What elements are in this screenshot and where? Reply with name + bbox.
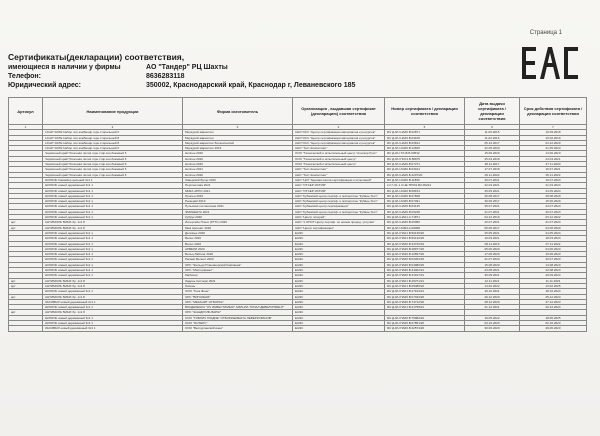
issue-date-cell: 19.10.2021: [465, 289, 520, 294]
product-name-cell: Червячный край Почечная лилия горн.стир.кон.бежевый 6: [43, 167, 183, 172]
issue-date-cell: 23.08.2021: [465, 268, 520, 273]
manufacturer-cell: Меркурий-маркетинг: [183, 130, 293, 135]
product-name-cell: ЗАСОВЫХ новый деревянный 3х1 1: [43, 299, 183, 304]
validity-date-cell: 03.12.2022: [520, 215, 587, 220]
issue-date-cell: 21.12.2021: [465, 305, 520, 310]
product-name-cell: АНТИМОЛЬ 5МЫХ бр. 1х1 8: [43, 310, 183, 315]
manufacturer-cell: Вольц Лайтинг 2020: [183, 252, 293, 257]
article-cell: арт: [9, 283, 43, 288]
issue-date-cell: 17.07.2018: [465, 167, 520, 172]
manufacturer-cell: Ладонь Системс 2021: [183, 278, 293, 283]
issue-date-cell: 08.11.2019: [465, 241, 520, 246]
certificate-number-cell: RU Д-RU.НА66.В.03168: [385, 135, 465, 140]
issuing-organization-cell: ЕАЭС: [293, 305, 385, 310]
issue-date-cell: 22.05.2020: [465, 146, 520, 151]
issue-date-cell: 19.05.2022: [465, 315, 520, 320]
product-name-cell: LIGHT DATE Набор пол.комбинир.горн.стиральный 8: [43, 140, 183, 145]
validity-date-cell: 24.05.2024: [520, 188, 587, 193]
certificate-number-cell: RU Д-RU.НА01.А.71871: [385, 215, 465, 220]
article-cell: [9, 326, 43, 331]
issuing-organization-cell: ЕАЭС: [293, 315, 385, 320]
issuing-organization-cell: ЕАЭС: [293, 273, 385, 278]
issue-date-cell: 21.07.2020: [465, 257, 520, 262]
manufacturer-cell: Ниппон 2021: [183, 167, 293, 172]
validity-date-cell: 27.11.2020: [520, 162, 587, 167]
issue-date-cell: 11.02.2016: [465, 135, 520, 140]
manufacturer-cell: ОРС "ЖАНДРОЛЬ ВАРЖ": [183, 310, 293, 315]
validity-date-cell: 22.08.2024: [520, 268, 587, 273]
validity-date-cell: 18.03.2024: [520, 236, 587, 241]
column-header: Дата выдачи сертификата / декларации соответствия: [465, 98, 520, 125]
validity-date-cell: 29.09.2024: [520, 273, 587, 278]
issue-date-cell: 25.07.2021: [465, 204, 520, 209]
issue-date-cell: 05.12.2017: [465, 140, 520, 145]
column-number: 3: [183, 125, 293, 130]
manufacturer-cell: Перспектива 2021: [183, 183, 293, 188]
certificate-number-cell: RU Д-RU.ПА66.В.75982/22: [385, 315, 465, 320]
product-name-cell: НКЛООК новый деревянный 3х1 1: [43, 289, 183, 294]
product-name-cell: НКЛООК новый деревянный 3х1 1: [43, 215, 183, 220]
column-number: 2: [43, 125, 183, 130]
validity-date-cell: 20.07.2024: [520, 209, 587, 214]
company-row: [8, 64, 228, 71]
issuing-organization-cell: АНО"ОСС "Центр сертификации материалов и ресурсов": [293, 140, 385, 145]
issuing-organization-cell: АНО "1 ОПОТ Центр сертиф. по новым природ. услугам": [293, 220, 385, 225]
issuing-organization-cell: ЕАЭС: [293, 257, 385, 262]
issuing-organization-cell: АНО "Кубанский центр сертификации": [293, 204, 385, 209]
product-name-cell: НКЛООК новый деревянный 3х1 1: [43, 230, 183, 235]
issue-date-cell: 30.06.2017: [465, 199, 520, 204]
product-name-cell: Червячный край Почечная лилия горн.стир.кон.бежевый 6: [43, 162, 183, 167]
manufacturer-cell: ОРС "ВИГАЛЕНЯ": [183, 294, 293, 299]
manufacturer-cell: Пульсная гостиничная 2021: [183, 204, 293, 209]
issuing-organization-cell: ООО "Технический и испытательный центр": [293, 162, 385, 167]
issue-date-cell: 26.12.2020: [465, 294, 520, 299]
product-name-cell: НКЛООК новый деревянный 3х1 1: [43, 320, 183, 325]
product-name-cell: НКЛООК новый деревянный 3х1 1: [43, 315, 183, 320]
manufacturer-cell: МИКА АРРО 2021: [183, 188, 293, 193]
issuing-organization-cell: АНО "Тест-Консалтинг": [293, 146, 385, 151]
validity-date-cell: 10.02.2019: [520, 135, 587, 140]
validity-date-cell: 02.10.2023: [520, 320, 587, 325]
column-number: 4: [293, 125, 385, 130]
issue-date-cell: 17.06.2020: [465, 252, 520, 257]
table-header-row: [9, 98, 587, 125]
validity-date-cell: 21.05.2023: [520, 146, 587, 151]
issue-date-cell: 30.06.2020: [465, 326, 520, 331]
manufacturer-cell: Рекамо Велесс 2020: [183, 257, 293, 262]
document-title: Сертификаты(декларации) соответствия,: [8, 52, 185, 62]
validity-date-cell: 16.06.2023: [520, 252, 587, 257]
issue-date-cell: 20.07.2021: [465, 177, 520, 182]
validity-date-cell: 10.09.2018: [520, 130, 587, 135]
column-header: Наименование продукции: [43, 98, 183, 125]
issuing-organization-cell: ЕАЭС: [293, 241, 385, 246]
issue-date-cell: 12.11.2021: [465, 278, 520, 283]
column-header: Организация , выдавшая сертификат (декларацию) соответствия: [293, 98, 385, 125]
product-name-cell: НКЛООК новый деревянный 3х1 1: [43, 188, 183, 193]
product-name-cell: Червячный край Почечная лилия горн.стир.кон.бежевый 6: [43, 151, 183, 156]
validity-date-cell: 18.10.2024: [520, 289, 587, 294]
certificate-number-cell: RU Д-RU.АЯ46.В.11859: [385, 177, 465, 182]
manufacturer-cell: ОРС "Мастерфанкт": [183, 268, 293, 273]
certificate-number-cell: RU Д-RU.ПА01.В.05480/22: [385, 283, 465, 288]
product-name-cell: НКЛООК новый деревянный 3х1 1: [43, 246, 183, 251]
phone-value: 8636283118: [146, 73, 185, 80]
product-name-cell: НКЛООК новый деревянный 3х1 1: [43, 257, 183, 262]
manufacturer-cell: Велес 2020: [183, 236, 293, 241]
product-name-cell: Червячный край Почечная лилия горн.стир.кон.бежевый 6: [43, 172, 183, 177]
manufacturer-cell: Меркурий-маркетинг: [183, 135, 293, 140]
product-name-cell: НКЛООК новый деревянный 3х1 1: [43, 262, 183, 267]
validity-date-cell: 04.06.2020: [520, 225, 587, 230]
issue-date-cell: 11.09.2015: [465, 130, 520, 135]
manufacturer-cell: Меркурий-маркетинг Ботанический: [183, 140, 293, 145]
column-number: 7: [520, 125, 587, 130]
manufacturer-cell: ООО "Велпурганский инен": [183, 326, 293, 331]
issue-date-cell: 22.03.2021: [465, 183, 520, 188]
article-cell: арт: [9, 294, 43, 299]
column-header: Артикул: [9, 98, 43, 125]
certificate-number-cell: RU Д-RU.ТХ15.В.00532: [385, 151, 465, 156]
validity-date-cell: 07.11.2022: [520, 241, 587, 246]
table-row: [9, 140, 587, 145]
product-name-cell: НКЛООК новый деревянный 3х1 1: [43, 209, 183, 214]
certificate-number-cell: RU Д-RU.НА66.В.07371: [385, 162, 465, 167]
validity-date-cell: 19.07.2024: [520, 177, 587, 182]
phone-label: Телефон:: [8, 73, 41, 80]
issuing-organization-cell: АНО "Кубанский центр сертиф. и экспертизы "Кубань-Тест": [293, 193, 385, 198]
certificate-number-cell: RU Д-RU.ПА66.В.44402/21: [385, 268, 465, 273]
certificate-number-cell: RU Д-RU.НА66.Б.2207/20: [385, 172, 465, 177]
issuing-organization-cell: ЕАЭС: [293, 289, 385, 294]
certificate-number-cell: RU Д-RU.ПА66.В.28977/20: [385, 246, 465, 251]
certificate-number-cell: RU Д-RU.АЯ46.В.12845: [385, 146, 465, 151]
validity-date-cell: 04.06.2023: [520, 246, 587, 251]
manufacturer-cell: Пролен 2019: [183, 193, 293, 198]
table-row: [9, 299, 587, 304]
address-label: Юридический адрес:: [8, 82, 81, 89]
issuing-organization-cell: АНО "Кубанский центр сертиф. и экспертизы "Кубань-Тест": [293, 209, 385, 214]
certificate-number-cell: RU Д-RU.ПА01.В.46371/21: [385, 278, 465, 283]
certificate-number-cell: RU Д-RU.АЯ46.В.07491: [385, 199, 465, 204]
validity-date-cell: 21.07.2024: [520, 220, 587, 225]
issuing-organization-cell: АНО"ОСС "Центр сертификации материалов и ресурсов": [293, 130, 385, 135]
manufacturer-cell: ООО "Тонк Фонн": [183, 289, 293, 294]
issue-date-cell: 15.06.2020: [465, 151, 520, 156]
issuing-organization-cell: ООО "Технический и испытательный центр": [293, 156, 385, 161]
product-name-cell: НКЛООК новый деревянный 3х1 1: [43, 193, 183, 198]
column-header: Срок действия сертификата / декларации соответствия: [520, 98, 587, 125]
manufacturer-cell: ОРС "Жельди Пташинорский Кампаниа": [183, 262, 293, 267]
company-value: АО "Тандер" РЦ Шахты: [146, 64, 228, 71]
certificate-number-cell: RU Д-RU.НА66.В.06380: [385, 220, 465, 225]
issuing-organization-cell: АНО "Центр лотерей": [293, 215, 385, 220]
validity-date-cell: 18.05.2025: [520, 315, 587, 320]
certificate-number-cell: RU Д-RU.ПА66.В.32574/20: [385, 326, 465, 331]
product-name-cell: АНТИМОЛЬ 5МЫХ бр. 1х1 8: [43, 220, 183, 225]
column-header: Фирма изготовитель: [183, 98, 293, 125]
issuing-organization-cell: ЕАЭС: [293, 268, 385, 273]
product-name-cell: LIGHT DATE Набор пол.комбинир.горн.стиральный 6: [43, 130, 183, 135]
issue-date-cell: 25.05.2021: [465, 188, 520, 193]
article-cell: арт: [9, 220, 43, 225]
column-header: Номер сертификата / декларации соответствия: [385, 98, 465, 125]
issuing-organization-cell: ЕАЭС: [293, 320, 385, 325]
issuing-organization-cell: ООО "Технический и испытательный центр "Альтаир Русс": [293, 151, 385, 156]
manufacturer-cell: Ниппон 2020: [183, 156, 293, 161]
issuing-organization-cell: АНО "ЦСТ "Единая школа сертификации и испытаний": [293, 177, 385, 182]
article-cell: арт: [9, 310, 43, 315]
certificate-number-cell: RU Д-RU.ПА66.В.34726/19: [385, 241, 465, 246]
product-name-cell: НКЛООК новый деревянный 3х1 1: [43, 252, 183, 257]
manufacturer-cell: Интертейн Плеск (РГТС) 2020: [183, 220, 293, 225]
product-name-cell: НКЛООК новый деревянный 3х1 1: [43, 199, 183, 204]
issuing-organization-cell: ЕАЭС: [293, 310, 385, 315]
issuing-organization-cell: ЕАЭС: [293, 299, 385, 304]
issue-date-cell: 03.10.2020: [465, 320, 520, 325]
issuing-organization-cell: АНО "Тест-Консалтинг": [293, 172, 385, 177]
certificate-number-cell: RU Д-RU.ПС01.В.80875: [385, 156, 465, 161]
issuing-organization-cell: ЕАЭС: [293, 262, 385, 267]
column-number: 1: [9, 125, 43, 130]
validity-date-cell: 24.04.2021: [520, 156, 587, 161]
certificate-number-cell: RU Д-RU.ПА66.В.02364/20: [385, 257, 465, 262]
certificate-number-cell: RU Д-RU.АЯ46.В.03014: [385, 167, 465, 172]
validity-date-cell: 24.05.2024: [520, 230, 587, 235]
product-name-cell: НКЛООК новый деревянный 3х1 1: [43, 305, 183, 310]
validity-date-cell: 21.03.2024: [520, 183, 587, 188]
product-name-cell: АНТИМОЛЬ 5МЫХ бр. 1х1 8: [43, 294, 183, 299]
manufacturer-cell: Кубрук 2020: [183, 215, 293, 220]
validity-date-cell: 14.06.2023: [520, 151, 587, 156]
issue-date-cell: 15.08.2020: [465, 262, 520, 267]
validity-date-cell: 20.07.2023: [520, 257, 587, 262]
issue-date-cell: 05.06.2020: [465, 246, 520, 251]
manufacturer-cell: АРВЕЛИ 2020: [183, 246, 293, 251]
product-name-cell: LIGHT DATE Набор пол.комбинир.горн.стиральный 8: [43, 135, 183, 140]
product-name-cell: НКЛООК Конвейер цельный 3х1 1: [43, 177, 183, 182]
product-name-cell: НКЛООК новый деревянный 3х1 1: [43, 273, 183, 278]
validity-date-cell: 13.02.2025: [520, 283, 587, 288]
certificate-number-cell: RU Д-RU.НА66.В.09248: [385, 209, 465, 214]
certificate-number-cell: RU Д-RU.ПА01.В.21758/21: [385, 305, 465, 310]
product-name-cell: АНТИМОЛЬ 5МЫХ бр. 1х1 8: [43, 278, 183, 283]
issuing-organization-cell: ЕАЭС: [293, 283, 385, 288]
certificate-number-cell: RU Д-RU.ПА01.В.56132/20: [385, 236, 465, 241]
product-name-cell: НКЛООК новый деревянный 3х1 1: [43, 241, 183, 246]
certificate-number-cell: RU Д-RU.ПА01.В.47103/21: [385, 289, 465, 294]
validity-date-cell: 29.06.2023: [520, 326, 587, 331]
issuing-organization-cell: ЕАЭС: [293, 278, 385, 283]
validity-date-cell: 16.07.2021: [520, 167, 587, 172]
manufacturer-cell: Лаверский Бугор 2020: [183, 177, 293, 182]
issue-date-cell: 04.12.2019: [465, 215, 520, 220]
manufacturer-cell: Мабиони: [183, 273, 293, 278]
validity-date-cell: 11.11.2024: [520, 278, 587, 283]
manufacturer-cell: Ниппон 2020: [183, 151, 293, 156]
manufacturer-cell: ВЛАДЕЛЕНКА "ОЧ ИНВЕСТИМЕНТ АМИНЛА ТОИАЛ ДЕВЕЛОПМЕНТ": [183, 305, 293, 310]
certificate-number-cell: RU Д-RU.ПА66.В.74712/20: [385, 299, 465, 304]
certificate-number-cell: RU Д-RU.АЯ94.А.09098: [385, 225, 465, 230]
issuing-organization-cell: ЕАЭС: [293, 236, 385, 241]
certificate-number-cell: RU Д-RU.АЯ46.В.08154: [385, 188, 465, 193]
page-number: Страница 1: [529, 30, 562, 36]
column-number: 6: [465, 125, 520, 130]
manufacturer-cell: Ниппон 2020: [183, 172, 293, 177]
certificate-number-cell: RU Д-RU.НА66.В.06814: [385, 140, 465, 145]
certificate-number-cell: RU Д-RU.ПА66.В.04980/20: [385, 262, 465, 267]
validity-date-cell: 05.11.2023: [520, 172, 587, 177]
issue-date-cell: 26.08.2017: [465, 193, 520, 198]
issuing-organization-cell: АНО "Тест-Консалтинг": [293, 167, 385, 172]
issue-date-cell: 30.09.2021: [465, 273, 520, 278]
issue-date-cell: 28.11.2017: [465, 162, 520, 167]
issuing-organization-cell: ЕАЭС: [293, 294, 385, 299]
manufacturer-cell: ЭМИНЕНТА 2021: [183, 209, 293, 214]
issue-date-cell: 28.12.2020: [465, 299, 520, 304]
certificate-number-cell: RU Д-RU.ПА66.В.07851/20: [385, 320, 465, 325]
product-name-cell: НКЛООК новый деревянный 3х1 1: [43, 268, 183, 273]
certificates-table: [8, 97, 587, 332]
phone-row: [8, 73, 185, 80]
product-name-cell: ЗАСОВЫХ новый деревянный 3х1 1: [43, 326, 183, 331]
eac-mark-icon: [520, 44, 580, 82]
certificate-number-cell: LU Г-01.1.3 НЕ.ТР001.В2.09224: [385, 183, 465, 188]
validity-date-cell: 24.07.2024: [520, 204, 587, 209]
issuing-organization-cell: ЕАЭС: [293, 252, 385, 257]
validity-date-cell: 04.12.2020: [520, 140, 587, 145]
validity-date-cell: 20.12.2024: [520, 305, 587, 310]
product-name-cell: Червячный край Почечная лилия горн.стир.кон.бежевый 6: [43, 156, 183, 161]
certificate-number-cell: RU Д-RU.ПА66.В.12697/20: [385, 252, 465, 257]
product-name-cell: АНТИМОЛЬ 5МЫХ бр. 1х1 8: [43, 225, 183, 230]
manufacturer-cell: Меркурий-маркетинг 2019: [183, 146, 293, 151]
address-value: 350002, Краснодарский край, Краснодар г, Леваневского 185: [146, 82, 356, 89]
validity-date-cell: 27.12.2023: [520, 299, 587, 304]
issuing-organization-cell: ЕАЭС: [293, 246, 385, 251]
validity-date-cell: 15.06.2020: [520, 199, 587, 204]
manufacturer-cell: ООО "ТОБЛИЧ ГРАДИЕ" ОТБОРК\ЕМЕНТА ЛЕВЕРКУЗИНОВ": [183, 315, 293, 320]
manufacturer-cell: Велес 2020: [183, 241, 293, 246]
issue-date-cell: 19.03.2021: [465, 236, 520, 241]
issuing-organization-cell: АНО "ОТСЕР ИСТИЯ": [293, 188, 385, 193]
issue-date-cell: 22.07.2021: [465, 220, 520, 225]
manufacturer-cell: Меж Арсенит 2020: [183, 225, 293, 230]
issuing-organization-cell: АНО "Кубанский центр сертиф. и экспертизы "Кубань-Тест": [293, 199, 385, 204]
validity-date-cell: 14.08.2023: [520, 262, 587, 267]
manufacturer-cell: Деловые 2020: [183, 230, 293, 235]
issue-date-cell: 05.06.2017: [465, 225, 520, 230]
validity-date-cell: 25.12.2023: [520, 294, 587, 299]
address-row: [8, 82, 356, 89]
issue-date-cell: 14.02.2022: [465, 283, 520, 288]
certificate-number-cell: RU Д-RU.АЯ46.В.07848: [385, 193, 465, 198]
column-number: 5: [385, 125, 465, 130]
article-cell: арт: [9, 278, 43, 283]
manufacturer-cell: Лопень: [183, 283, 293, 288]
issuing-organization-cell: ЕАЭС: [293, 326, 385, 331]
issue-date-cell: 21.07.2021: [465, 209, 520, 214]
certificate-number-cell: RU Д-RU.ПА01.В.50135/20: [385, 230, 465, 235]
product-name-cell: LIGHT DATE Набор пол.комбинир.горн.стиральный 6: [43, 146, 183, 151]
validity-date-cell: 25.08.2020: [520, 193, 587, 198]
certificate-number-cell: RU Д-RU.НА66.В.03145: [385, 204, 465, 209]
issue-date-cell: 06.11.2020: [465, 172, 520, 177]
company-label: имеющиеся в наличии у фирмы: [8, 64, 121, 71]
product-name-cell: НКЛООК новый деревянный 3х1 1: [43, 236, 183, 241]
issue-date-cell: 25.05.2021: [465, 230, 520, 235]
product-name-cell: НКЛООК новый деревянный 3х1 1: [43, 183, 183, 188]
table-row: [9, 326, 587, 331]
product-name-cell: НКЛООК новый деревянный 3х1 1: [43, 204, 183, 209]
manufacturer-cell: Рыжерий 2019: [183, 199, 293, 204]
issuing-organization-cell: АНО "ОТСЕР ИСТИЯ": [293, 183, 385, 188]
manufacturer-cell: ОРС "МЕКАНИТ ОТБОРКА": [183, 299, 293, 304]
product-name-cell: АНТИМОЛЬ 5МЫХ бр. 1х1 8: [43, 283, 183, 288]
issuing-organization-cell: АНО"ОСС "Центр сертификации материалов и ресурсов": [293, 135, 385, 140]
issue-date-cell: 25.04.2018: [465, 156, 520, 161]
manufacturer-cell: ООО "ОНТЕРС": [183, 320, 293, 325]
certificate-number-cell: RU Д-RU.ПА66.В.07043/20: [385, 294, 465, 299]
issuing-organization-cell: АНО "Центр сертификации": [293, 225, 385, 230]
table-row: [9, 156, 587, 161]
article-cell: арт: [9, 225, 43, 230]
certificate-number-cell: RU Д-RU.НА66.В.02871: [385, 130, 465, 135]
certificate-number-cell: RU Д-RU.ПА66.В.44017/21: [385, 273, 465, 278]
manufacturer-cell: Ниппон 2020: [183, 162, 293, 167]
issuing-organization-cell: ЕАЭС: [293, 230, 385, 235]
